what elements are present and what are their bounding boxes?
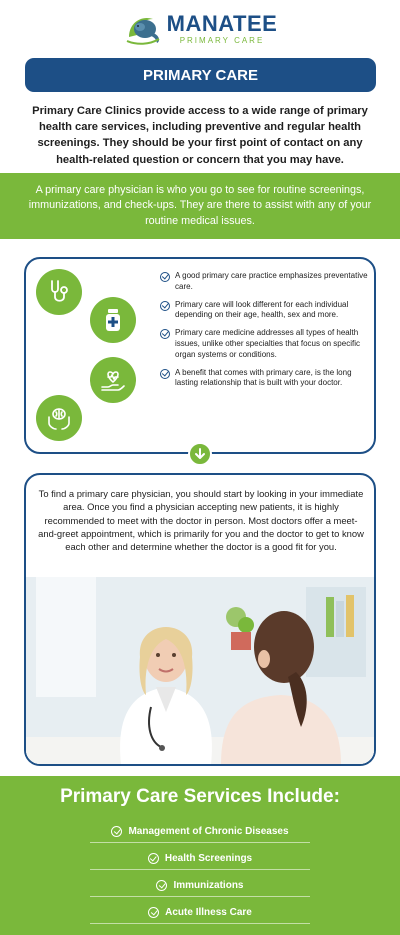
benefits-list xyxy=(160,271,370,396)
service-item xyxy=(90,880,310,891)
page-title: PRIMARY CARE xyxy=(142,66,258,84)
divider xyxy=(90,842,310,843)
doctor-consultation-photo xyxy=(26,577,374,764)
stethoscope-icon xyxy=(36,269,82,315)
list-item xyxy=(160,368,370,390)
find-physician-card xyxy=(24,473,376,766)
header xyxy=(0,0,400,58)
bullet-text: A good primary care practice emphasizes preventative care. xyxy=(175,271,368,291)
brand-text xyxy=(167,13,278,45)
logo[interactable] xyxy=(123,9,278,49)
medicine-bottle-icon xyxy=(90,297,136,343)
list-item xyxy=(160,271,370,293)
manatee-logo-icon xyxy=(123,9,163,49)
check-circle-icon xyxy=(160,301,170,311)
brand-subtitle: PRIMARY CARE xyxy=(179,36,265,45)
chevron-down-icon xyxy=(188,442,212,466)
service-label: Immunizations xyxy=(173,880,244,891)
services-section xyxy=(0,776,400,935)
service-label: Acute Illness Care xyxy=(165,907,252,918)
check-circle-icon xyxy=(148,853,159,864)
service-item xyxy=(90,907,310,918)
intro-paragraph: Primary Care Clinics provide access to a wide range of primary health care services, including preventive and regular health screenings. They should be your first point of contact on any health-related question or concern that you may have. xyxy=(32,105,368,166)
check-circle-icon xyxy=(111,826,122,837)
divider xyxy=(90,896,310,897)
check-circle-icon xyxy=(156,880,167,891)
service-item xyxy=(90,853,310,864)
benefits-card xyxy=(24,257,376,454)
find-physician-text: To find a primary care physician, you should start by looking in your immediate area. Once you find a physician accepting new patients, it is highly recommended to meet with the doctor in person. Most doctors offer a meet-and-greet appointment, which is primarily for you and the doctor to get to know each other and determine whether the doctor is a good fit for you. xyxy=(38,488,364,553)
check-circle-icon xyxy=(148,907,159,918)
check-circle-icon xyxy=(160,369,170,379)
list-item xyxy=(160,300,370,322)
brand-name: MANATEE xyxy=(166,11,278,36)
service-item xyxy=(90,826,310,837)
physician-banner-text: A primary care physician is who you go to see for routine screenings, immunizations, and check-ups. They are there to assist with any of your routine medical issues. xyxy=(28,184,372,227)
bullet-text: Primary care medicine addresses all types of health issues, unlike other specialties that focus on specific organ systems or conditions. xyxy=(175,328,360,359)
service-label: Management of Chronic Diseases xyxy=(128,826,289,837)
bullet-text: Primary care will look different for each individual depending on their age, health, sex and more. xyxy=(175,299,349,320)
physician-banner xyxy=(0,173,400,239)
divider xyxy=(90,869,310,870)
doctor-patient-illustration xyxy=(26,577,374,764)
services-title: Primary Care Services Include: xyxy=(60,786,340,807)
list-item xyxy=(160,328,370,360)
heart-in-hand-icon xyxy=(90,357,136,403)
brain-in-hands-icon xyxy=(36,395,82,441)
divider xyxy=(90,923,310,924)
check-circle-icon xyxy=(160,272,170,282)
bullet-text: A benefit that comes with primary care, is the long lasting relationship that is built with your doctor. xyxy=(175,367,352,388)
check-circle-icon xyxy=(160,329,170,339)
service-label: Health Screenings xyxy=(164,853,253,864)
title-banner xyxy=(25,58,376,92)
